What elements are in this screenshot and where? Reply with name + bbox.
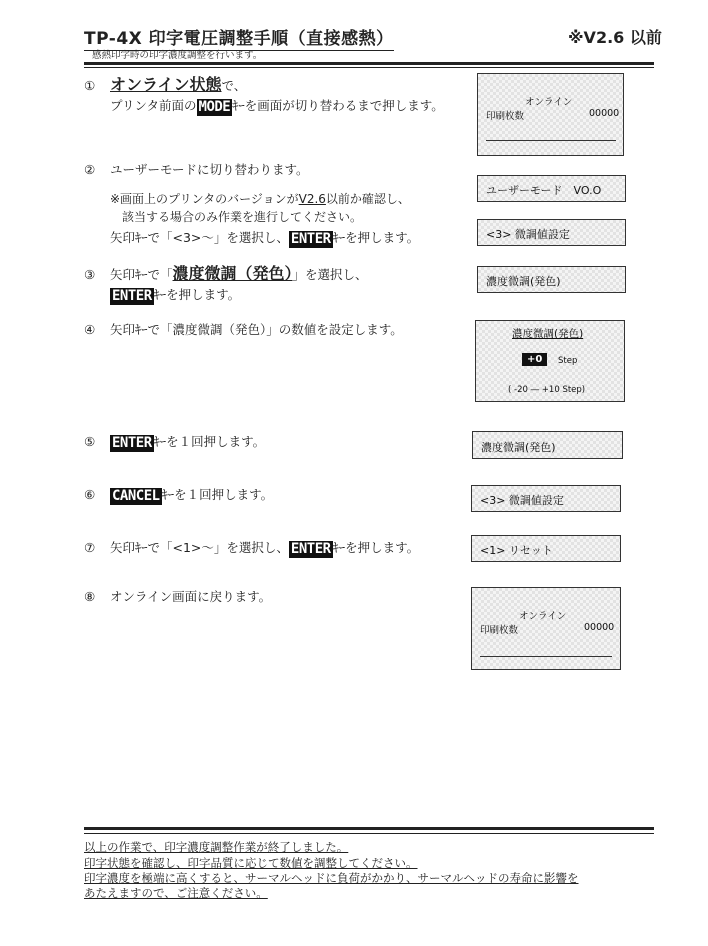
step-number: ④: [84, 322, 96, 337]
screen-count-label: 印刷枚数: [480, 625, 519, 636]
version-note: ※V2.6 以前: [568, 28, 662, 47]
enter-key-label: ENTER: [112, 288, 152, 304]
step-6: [84, 485, 273, 505]
screen-range: ( -20 ― +10 Step): [508, 385, 586, 395]
screen-count-value: 00000: [584, 622, 615, 633]
screen-count-value: 00000: [589, 108, 620, 119]
step-text: ｷｰを１回押します。: [161, 487, 274, 502]
enter-key-label: ENTER: [290, 541, 331, 557]
step-text: オンライン画面に戻ります。: [110, 589, 272, 604]
footer-divider-thin: [84, 833, 654, 834]
version-text: V2.6: [298, 192, 326, 206]
screen-text: 濃度微調(発色): [486, 275, 561, 288]
step-2-note-2: 該当する場合のみ作業を進行してください。: [122, 210, 363, 224]
screen-density-set: [475, 320, 625, 402]
screen-unit: Step: [558, 356, 578, 366]
enter-key-label: ENTER: [112, 435, 152, 451]
step-3-line2: [110, 285, 240, 305]
screen-title: 濃度微調(発色): [512, 328, 584, 340]
note-text: ※画面上のプリンタのバージョンが: [110, 192, 299, 206]
step-text: ｷｰを押します。: [332, 540, 420, 555]
step-5: [84, 432, 265, 452]
step-text: 矢印ｷｰで「<1>〜」を選択し、: [110, 540, 289, 555]
step-text: ユーザーモードに切り替わります。: [110, 162, 309, 177]
header-divider-thin: [84, 67, 654, 68]
step-number: ⑦: [84, 540, 96, 555]
step-text: 矢印ｷｰで「: [110, 267, 173, 282]
step-number: ②: [84, 162, 96, 177]
screen-underline: [480, 656, 612, 657]
screen-count-label: 印刷枚数: [486, 111, 525, 122]
page-title: TP-4X 印字電圧調整手順（直接感熱）: [84, 24, 394, 51]
step-text: 矢印ｷｰで「濃度微調（発色）」の数値を設定します。: [110, 322, 403, 337]
online-state-link: オンライン状態: [110, 75, 222, 94]
screen-user-mode: [477, 175, 626, 202]
step-text: ｷｰを画面が切り替わるまで押します。: [232, 98, 444, 113]
step-text: ｷｰを押します。: [332, 230, 420, 245]
step-2-line3: [110, 228, 419, 248]
footer-divider: [84, 827, 654, 830]
step-text: 矢印ｷｰで「<3>〜」を選択し、: [110, 230, 289, 245]
step-text: ｷｰを押します。: [153, 287, 241, 302]
screen-underline: [486, 140, 616, 141]
note-text: 以前か確認し、: [325, 192, 410, 206]
cancel-key-label: CANCEL: [112, 488, 160, 504]
screen-value: +0: [522, 353, 547, 366]
enter-key-label: ENTER: [290, 231, 331, 247]
screen-online-1: [477, 73, 624, 156]
density-menu-name: 濃度微調（発色）: [172, 264, 293, 283]
step-number: ⑥: [84, 487, 96, 502]
step-7: [84, 538, 419, 558]
screen-menu-3: [477, 219, 626, 246]
page-subtitle: 感熱印字時の印字濃度調整を行います。: [92, 50, 263, 61]
screen-text: ユーザーモード VO.O: [486, 184, 602, 197]
footer-text-1: 以上の作業で、印字濃度調整作業が終了しました。: [84, 840, 349, 854]
screen-density-2: [472, 431, 623, 459]
step-1: [84, 75, 246, 95]
header-divider: [84, 62, 654, 65]
screen-text: <3> 微調値設定: [480, 494, 564, 507]
step-text: プリンタ前面の: [110, 98, 197, 113]
footer-text-2: 印字状態を確認し、印字品質に応じて数値を調整してください。: [84, 856, 418, 870]
step-3: [84, 264, 368, 284]
screen-density-1: [477, 266, 626, 293]
screen-text: <1> リセット: [480, 544, 553, 557]
screen-status: オンライン: [525, 97, 573, 108]
step-number: ①: [84, 78, 96, 93]
step-1-line2: [110, 96, 444, 116]
screen-reset: [471, 535, 621, 562]
step-2-note-1: [110, 190, 410, 208]
step-text: 」を選択し、: [292, 267, 368, 282]
step-number: ③: [84, 267, 96, 282]
step-8: [84, 587, 271, 606]
screen-menu-3b: [471, 485, 621, 512]
screen-online-2: [471, 587, 621, 670]
step-4: [84, 320, 403, 339]
step-2: [84, 160, 309, 179]
step-number: ⑧: [84, 589, 96, 604]
mode-key-label: MODE: [198, 99, 231, 115]
step-text: で、: [221, 78, 247, 93]
screen-status: オンライン: [519, 611, 567, 622]
step-text: ｷｰを１回押します。: [153, 434, 266, 449]
screen-text: 濃度微調(発色): [481, 441, 556, 454]
footer-text-3: 印字濃度を極端に高くすると、サーマルヘッドに負荷がかかり、サーマルヘッドの寿命に影響を: [84, 871, 579, 885]
step-number: ⑤: [84, 434, 96, 449]
screen-text: <3> 微調値設定: [486, 228, 570, 241]
footer-text-4: あたえますので、ご注意ください。: [84, 886, 268, 900]
